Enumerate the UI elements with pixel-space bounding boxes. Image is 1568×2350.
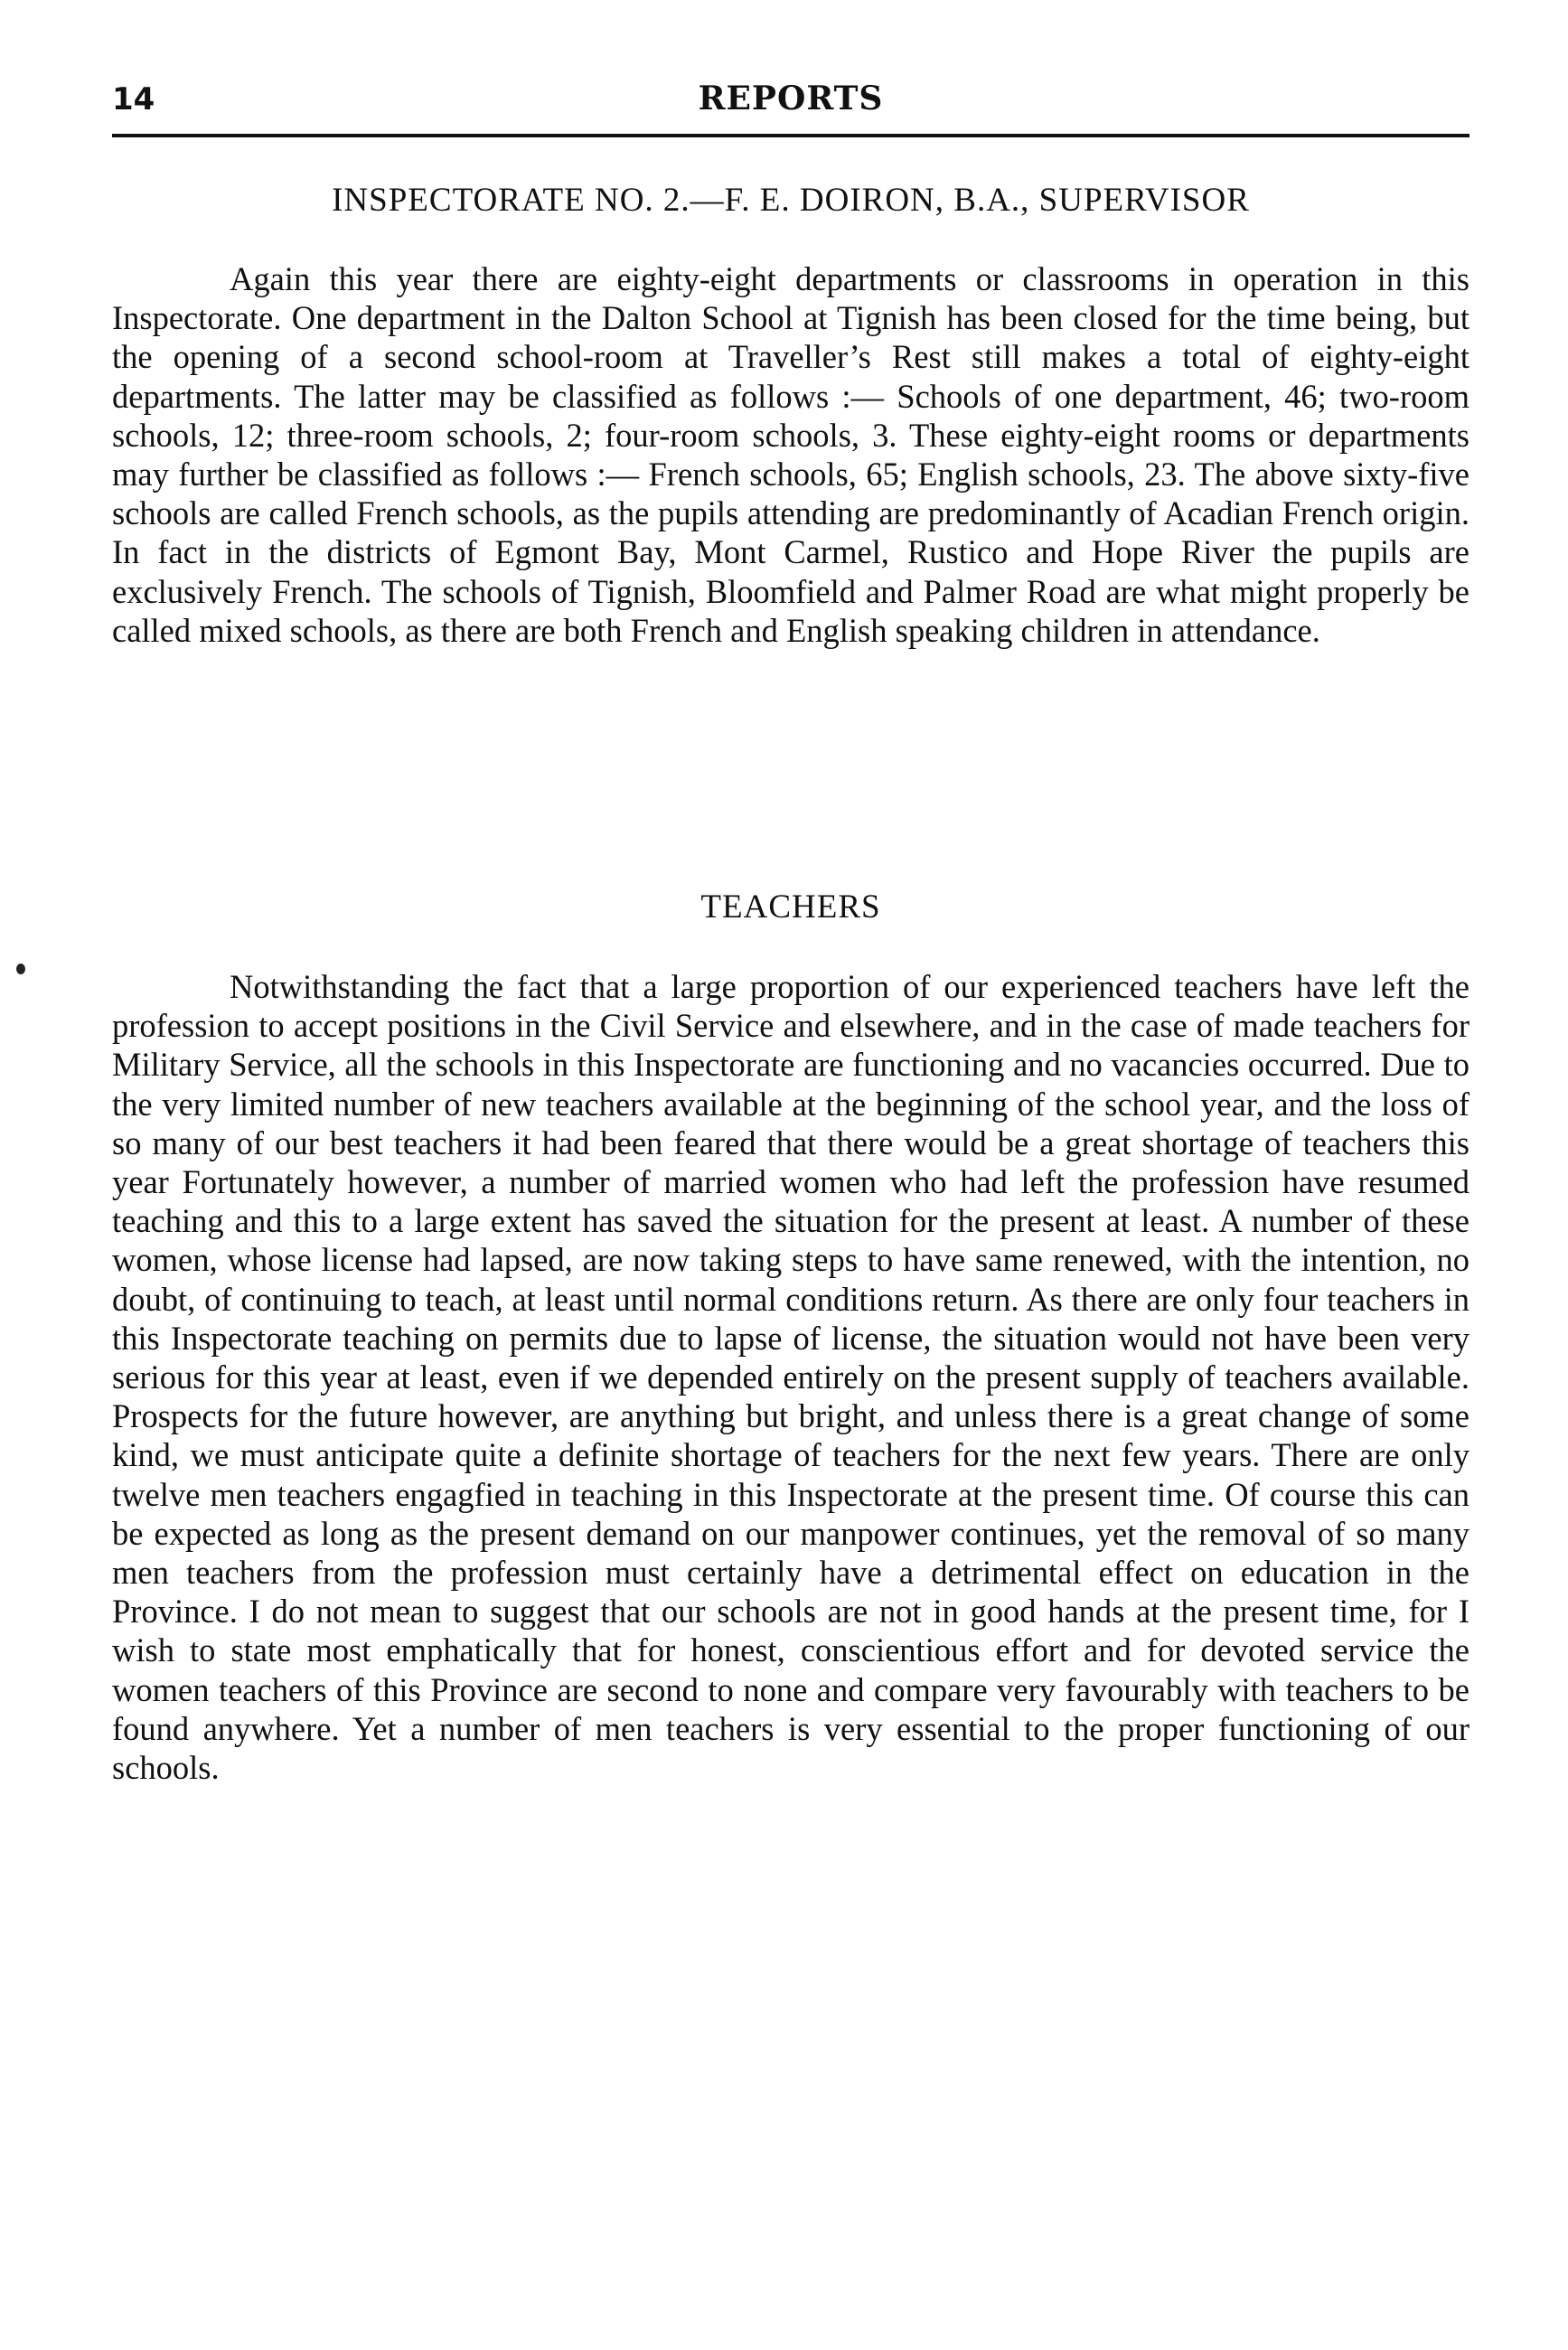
paragraph-teachers: Notwithstanding the fact that a large proportion of our experienced teachers have left the profession to accept positions in the Civil Service and elsewhere, and in the case of made teachers for Military Service, all the schools in this Inspectorate are functioning and no vacancies occurred. Due to the very limited number of new teachers available at the beginning of the school year, and the loss of so many of our best teachers it had been feared that there would be a great shortage of teachers this year Fortunately however, a number of married women who had left the profession have resumed teaching and this to a large extent has saved the situation for the present at least. A number of these women, whose license had lapsed, are now taking steps to have same renewed, with the intention, no doubt, of continuing to teach, at least until normal conditions return. As there are only four teachers in this Inspectorate teaching on permits due to lapse of license, the situation would not have been very serious for this year at least, even if we depended entirely on the present supply of teachers available. Prospects for the future however, are anything but bright, and unless there is a great change of some kind, we must anticipate quite a definite shortage of teachers for the next few years. There are only twelve men teachers engagfied in teaching in this Inspectorate at the present time. Of course this can be expected as long as the present demand on our manpower continues, yet the removal of so many men teachers from the profession must certainly have a detrimental effect on education in the Province. I do not mean to suggest that our schools are not in good hands at the present time, for I wish to state most emphatically that for honest, conscientious effort and for devoted service the women teachers of this Province are second to none and compare very favourably with teachers to be found anywhere. Yet a number of men teachers is very essential to the proper functioning of our schools. — [112, 968, 1469, 1787]
header-rule — [112, 134, 1469, 137]
page-number: 14 — [112, 81, 155, 118]
running-title: REPORTS — [698, 80, 884, 118]
section-heading-teachers: TEACHERS — [700, 888, 881, 926]
paragraph-inspectorate: Again this year there are eighty-eight departments or classrooms in operation in this Inspectorate. One department in the Dalton School at Tignish has been closed for the time being, but the opening of a second school-room at Traveller’s Rest still makes a total of eighty-eight departments. The latter may be classified as follows :— Schools of one department, 46; two-room schools, 12; three-room schools, 2; four-room schools, 3. These eighty-eight rooms or departments may further be classified as follows :— French schools, 65; English schools, 23. The above sixty-five schools are called French schools, as the pupils attending are predominantly of Acadian French origin. In fact in the districts of Egmont Bay, Mont Carmel, Rustico and Hope River the pupils are exclusively French. The schools of Tignish, Bloomfield and Palmer Road are what might properly be called mixed schools, as there are both French and English speaking children in attendance. — [112, 260, 1469, 649]
page-header — [112, 76, 1469, 132]
section-heading-inspectorate: INSPECTORATE NO. 2.—F. E. DOIRON, B.A., SUPERVISOR — [332, 182, 1250, 219]
margin-ink-dot — [16, 964, 25, 974]
